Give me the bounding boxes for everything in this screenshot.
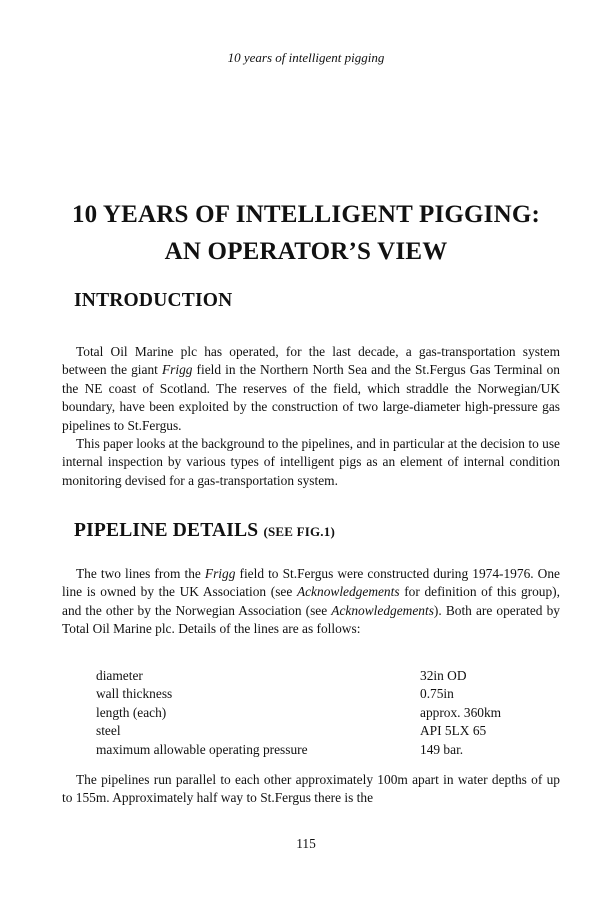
introduction-paragraph-1 [62, 343, 560, 435]
spec-value: API 5LX 65 [420, 723, 487, 739]
page-title [0, 196, 612, 270]
pipeline-details-title: PIPELINE DETAILS [74, 520, 259, 541]
spec-row [96, 722, 536, 740]
spec-value: 149 bar. [420, 741, 464, 757]
introduction-body [62, 343, 560, 490]
spec-value: approx. 360km [420, 704, 502, 720]
p1-text-d: ). Both are operated by Total Oil Marine plc. Details of the lines are as follows: [62, 602, 560, 637]
p1-text-c: for definition of this group), and the other by the Norwegian Association (see [62, 584, 560, 618]
intro-p1-text: Total Oil Marine plc has operated, for the last decade, a gas-transportation system between the giant Frigg field in the Northern North Sea and the St.Fergus Gas Terminal on the NE coast of Scotland. The reserves of the field, which straddle the Norwegian/UK boundary, have been exploited by the construction of two large-diameter high-pressure gas pipelines to St.Fergus. [62, 344, 560, 433]
spec-row [96, 741, 536, 759]
running-header: 10 years of intelligent pigging [227, 50, 385, 65]
acknowledgements-ref-2: Acknowledgements [331, 602, 434, 618]
spec-row [96, 667, 536, 685]
spec-value: 0.75in [420, 686, 454, 702]
figure-reference: (SEE FIG.1) [263, 524, 335, 539]
spec-label: diameter [96, 668, 143, 683]
spec-label: length (each) [96, 704, 167, 720]
pipeline-details-body-2 [62, 771, 560, 808]
spec-label: maximum allowable operating pressure [96, 741, 308, 757]
spec-label: steel [96, 723, 121, 739]
introduction-paragraph-2: This paper looks at the background to the pipelines, and in particular at the decision to use internal inspection by various types of intelligent pigs as an element of internal condition monitoring devised for a gas-transportation system. [62, 436, 560, 488]
spec-row [96, 704, 536, 722]
introduction-heading: INTRODUCTION [74, 290, 233, 311]
pipeline-paragraph-2: The pipelines run parallel to each other approximately 100m apart in water depths of up to 155m. Approximately half way to St.Fergus there is the [62, 772, 560, 806]
frigg-field-name: Frigg [204, 566, 236, 581]
title-line-2: AN OPERATOR’S VIEW [164, 238, 448, 265]
page-number: 115 [296, 836, 316, 851]
pipeline-paragraph-1 [62, 565, 560, 639]
frigg-field-name: Frigg [161, 362, 193, 378]
p1-text-b: field to St.Fergus were constructed during 1974-1976. One line is owned by the UK Association (see [62, 566, 560, 600]
p1-text-a: The two lines from the [76, 566, 205, 581]
pipeline-specs-list [96, 667, 536, 759]
pipeline-details-heading [74, 520, 335, 542]
spec-label: wall thickness [96, 686, 173, 702]
spec-value: 32in OD [420, 668, 467, 683]
title-line-1: 10 YEARS OF INTELLIGENT PIGGING: [71, 201, 541, 228]
acknowledgements-ref-1: Acknowledgements [296, 584, 400, 600]
pipeline-details-body [62, 565, 560, 639]
spec-row [96, 685, 536, 703]
